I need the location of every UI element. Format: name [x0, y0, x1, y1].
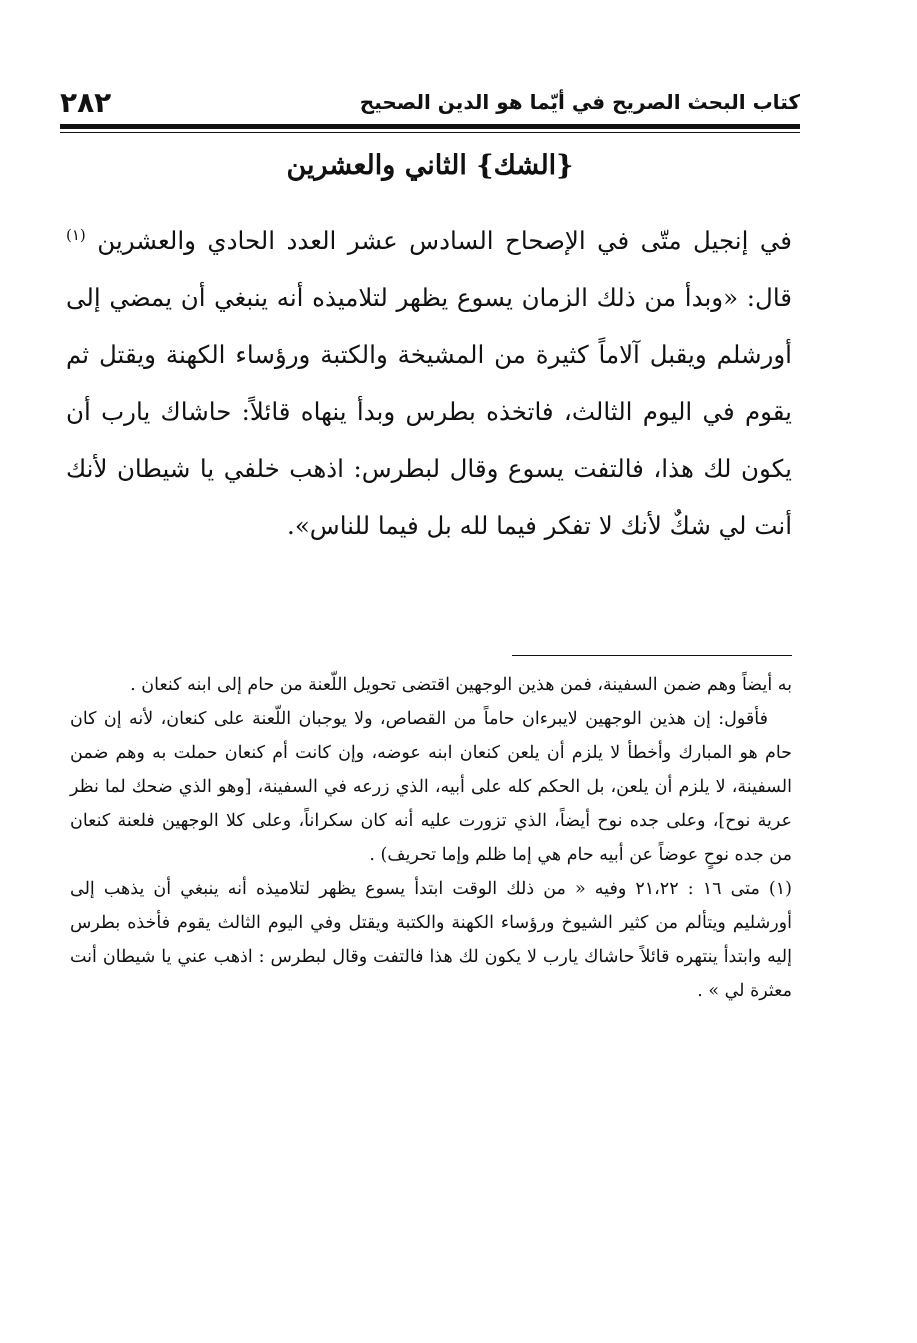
main-text-part-2: قال: «وبدأ من ذلك الزمان يسوع يظهر لتلاميذه أنه ينبغي أن يمضي إلى أورشلم ويقبل آلاماً كثيرة من المشيخة والكتبة ورؤساء الكهنة ويقتل ثم يقوم في اليوم الثالث، فاتخذه بطرس وبدأ ينهاه قائلاً: حاشاك يارب أن يكون لك هذا، فالتفت يسوع وقال لبطرس: اذهب خلفي يا شيطان لأنك أنت لي شكٌ لأنك لا تفكر فيما لله بل فيما للناس». — [66, 283, 792, 540]
header-rule-thin — [60, 132, 800, 133]
running-head — [60, 82, 800, 122]
header-rule-thick — [60, 124, 800, 129]
footnote-reference: (١) — [66, 225, 86, 244]
footnote-comment: فأقول: إن هذين الوجهين لايبرءان حاماً من القصاص، ولا يوجبان اللّعنة على كنعان، لأنه إن كان حام هو المبارك وأخطأ لا يلزم أن يلعن كنعان ابنه عوضه، وإن كانت أم كنعان حملت به وهم ضمن السفينة، لا يلزم أن يلعن، بل الحكم كله على أبيه، الذي زرعه في السفينة، [وهو الذي ضحك لما نظر عرية نوح]، وعلى جده نوح أيضاً، الذي تزورت عليه أنه كان سكراناً، وعلى كلا الوجهين فلعنة كنعان من جده نوحٍ عوضاً عن أبيه حام هي إما ظلم وإما تحريف) . — [70, 709, 792, 865]
footnote-continuation: به أيضاً وهم ضمن السفينة، فمن هذين الوجهين اقتضى تحويل اللّعنة من حام إلى ابنه كنعان . — [130, 675, 792, 695]
footnotes — [70, 668, 792, 1008]
footnote-separator — [512, 655, 792, 656]
book-title: كتاب البحث الصريح في أيّما هو الدين الصحيح — [359, 90, 800, 114]
page-number: ٢٨٢ — [60, 85, 112, 119]
main-text-part-1: في إنجيل متّى في الإصحاح السادس عشر العدد الحادي والعشرين — [97, 226, 792, 255]
main-text — [66, 212, 792, 554]
footnote-1: (١) متى ١٦ : ٢١،٢٢ وفيه « من ذلك الوقت ابتدأ يسوع يظهر لتلاميذه أنه ينبغي أن يذهب إلى أورشليم ويتألم من كثير الشيوخ ورؤساء الكهنة والكتبة ويقتل وفي اليوم الثالث يقوم فأخذه بطرس إليه وابتدأ ينتهره قائلاً حاشاك يارب لا يكون لك هذا فالتفت وقال لبطرس : اذهب عني يا شيطان أنت معثرة لي » . — [70, 879, 792, 1001]
section-heading: {الشك} الثاني والعشرين — [286, 150, 574, 181]
